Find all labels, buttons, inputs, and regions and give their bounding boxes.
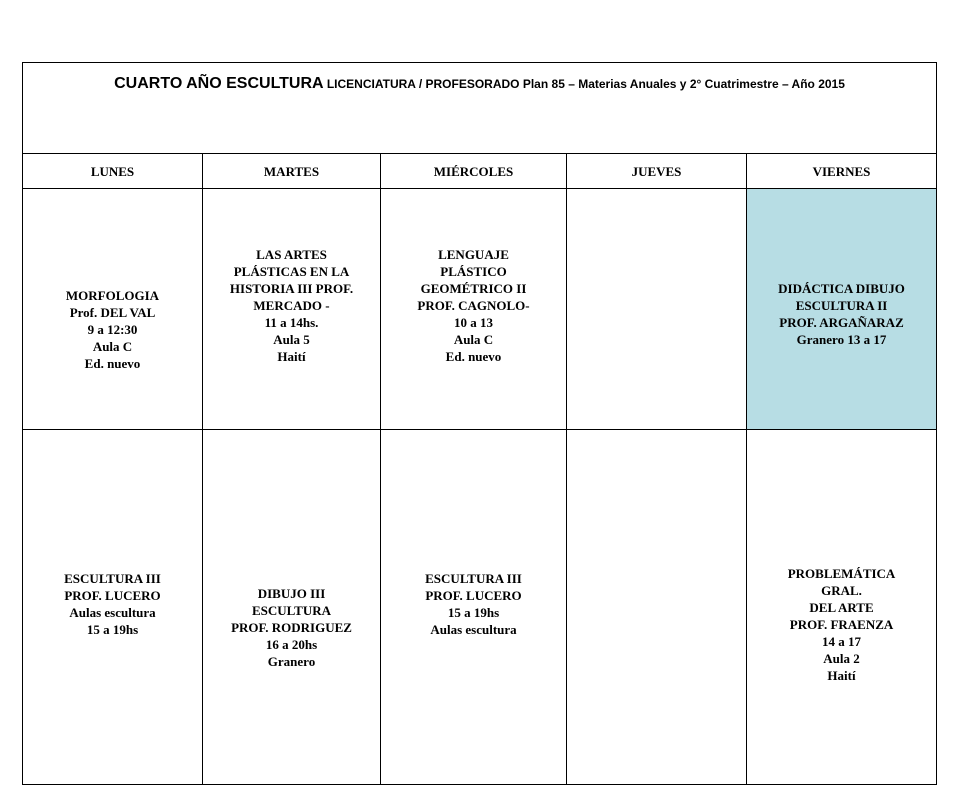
class-line: 15 a 19hs: [447, 605, 500, 620]
class-line: MERCADO -: [253, 297, 330, 313]
day-header-jueves: JUEVES: [567, 154, 747, 189]
day-header-miercoles: MIÉRCOLES: [381, 154, 567, 189]
class-line: DIBUJO III: [257, 585, 326, 601]
class-cell-jueves-2: [567, 430, 747, 785]
class-cell-miercoles-1: [381, 189, 567, 430]
class-line: Haití: [827, 667, 856, 683]
class-line: PROF. LUCERO: [64, 588, 161, 603]
schedule-row-2: [23, 430, 937, 785]
class-line: Aula 5: [273, 331, 310, 347]
class-line: PROF. CAGNOLO-: [417, 297, 530, 313]
day-header-row: [23, 154, 937, 189]
class-cell-lunes-2: [23, 430, 203, 785]
day-header-martes: MARTES: [203, 154, 381, 189]
title-sub: LICENCIATURA / PROFESORADO Plan 85 – Materias Anuales y 2° Cuatrimestre – Año 2015: [326, 77, 845, 91]
class-line: 15 a 19hs: [86, 622, 139, 637]
title-main: CUARTO AÑO ESCULTURA: [114, 75, 324, 92]
class-line: PLÁSTICO: [440, 263, 507, 279]
class-line: PLÁSTICAS EN LA: [233, 263, 350, 279]
class-line: Granero 13 a 17: [796, 332, 887, 347]
class-line: Ed. nuevo: [445, 348, 502, 364]
class-cell-viernes-2: [747, 430, 937, 785]
class-cell-viernes-1: [747, 189, 937, 430]
class-line: Aula 2: [823, 650, 860, 666]
class-line: 10 a 13: [454, 314, 493, 330]
class-line: Aulas escultura: [430, 622, 517, 637]
schedule-row-1: [23, 189, 937, 430]
class-line: ESCULTURA: [252, 602, 331, 618]
class-line: ESCULTURA II: [795, 298, 888, 313]
class-line: ESCULTURA III: [425, 571, 522, 586]
class-line: 9 a 12:30: [87, 321, 138, 337]
class-cell-martes-2: [203, 430, 381, 785]
class-line: PROF. ARGAÑARAZ: [779, 315, 904, 330]
class-line: GRAL.: [821, 582, 862, 598]
class-line: PROF. RODRIGUEZ: [231, 619, 352, 635]
class-line: Granero: [267, 653, 316, 669]
class-line: Aula C: [92, 338, 133, 354]
class-line: GEOMÉTRICO II: [420, 280, 527, 296]
schedule-table: [22, 62, 937, 785]
class-line: PROBLEMÁTICA: [787, 565, 896, 581]
class-line: DIDÁCTICA DIBUJO: [778, 281, 905, 296]
day-header-viernes: VIERNES: [747, 154, 937, 189]
class-line: PROF. FRAENZA: [789, 616, 894, 632]
class-line: Prof. DEL VAL: [69, 304, 156, 320]
class-line: PROF. LUCERO: [425, 588, 522, 603]
class-line: LAS ARTES: [256, 246, 327, 262]
class-cell-martes-1: [203, 189, 381, 430]
class-line: 14 a 17: [822, 633, 862, 649]
class-line: HISTORIA III PROF.: [229, 280, 354, 296]
class-line: DEL ARTE: [809, 599, 874, 615]
class-line: Haití: [277, 348, 306, 364]
title-row: [23, 63, 937, 154]
class-cell-lunes-1: [23, 189, 203, 430]
class-line: 16 a 20hs: [265, 636, 318, 652]
class-line: 11 a 14hs.: [264, 314, 319, 330]
class-line: Aulas escultura: [69, 605, 156, 620]
class-line: Ed. nuevo: [84, 355, 141, 371]
class-line: MORFOLOGIA: [65, 287, 160, 303]
title-cell: [23, 63, 937, 154]
class-cell-jueves-1: [567, 189, 747, 430]
class-cell-miercoles-2: [381, 430, 567, 785]
class-line: LENGUAJE: [438, 246, 509, 262]
day-header-lunes: LUNES: [23, 154, 203, 189]
class-line: ESCULTURA III: [64, 571, 161, 586]
class-line: Aula C: [453, 331, 494, 347]
